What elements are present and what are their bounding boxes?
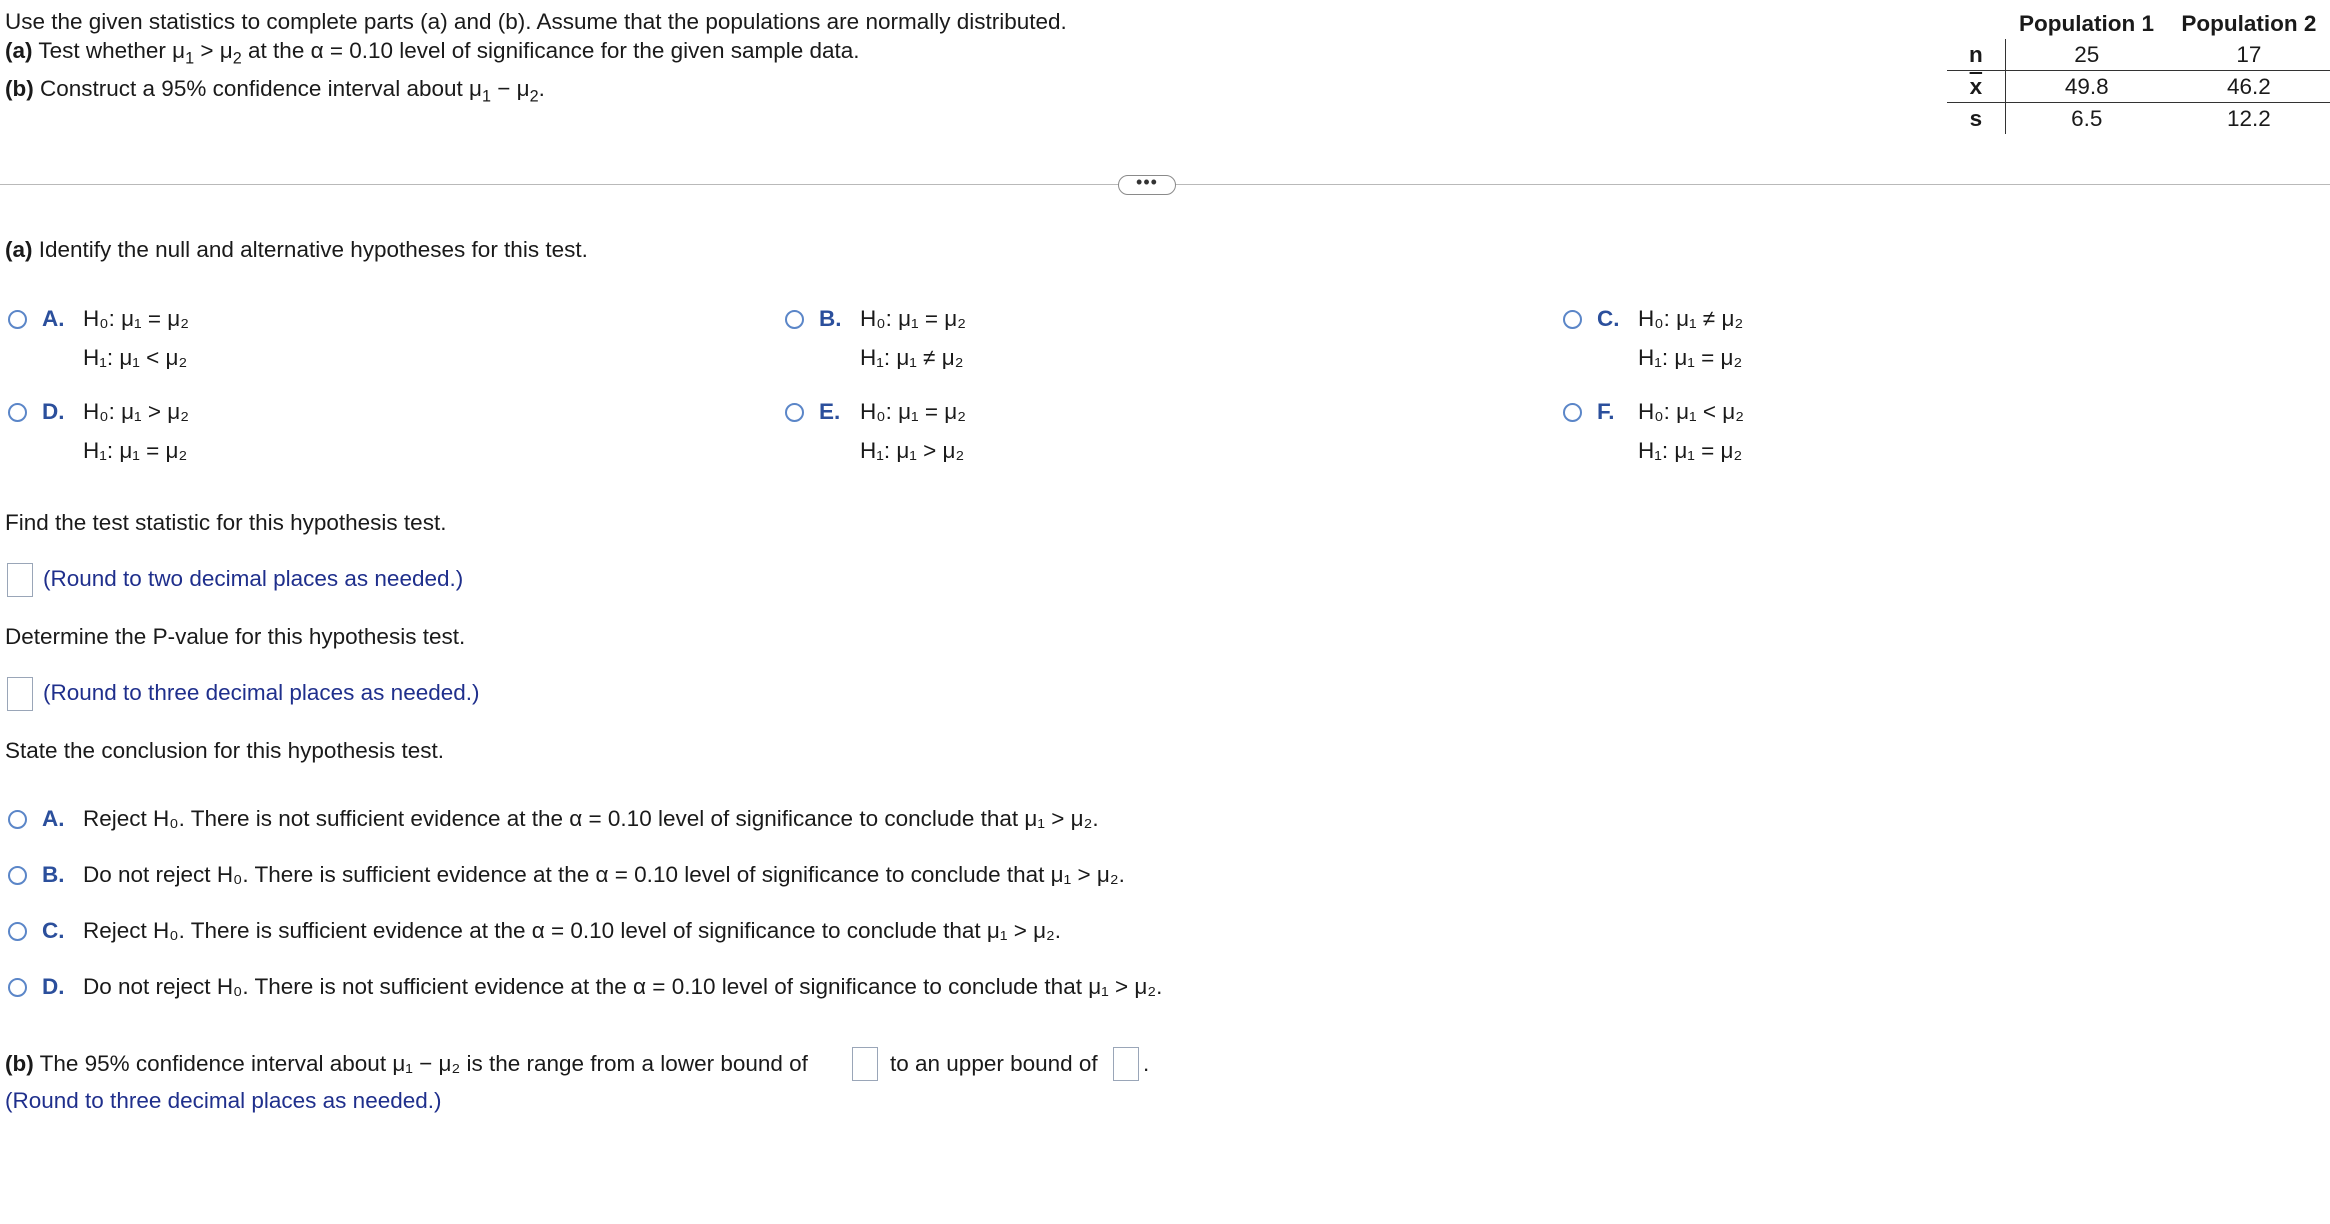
part-b-text: to an upper bound of bbox=[890, 1051, 1098, 1076]
alternative-hypothesis: H₁: μ₁ ≠ μ₂ bbox=[860, 345, 964, 370]
part-a-prompt bbox=[5, 236, 588, 264]
conclusion-text: Reject H₀. There is sufficient evidence at the α = 0.10 level of significance to conclude that μ₁ > μ₂. bbox=[83, 918, 1062, 943]
null-hypothesis: H₀: μ₁ > μ₂ bbox=[83, 399, 189, 424]
subscript: 1 bbox=[185, 49, 195, 68]
alternative-hypothesis: H₁: μ₁ = μ₂ bbox=[83, 438, 188, 463]
p-value-hint: (Round to three decimal places as needed.) bbox=[43, 680, 480, 705]
option-letter: C. bbox=[1597, 306, 1620, 331]
option-letter: E. bbox=[819, 399, 841, 424]
table-cell: 6.5 bbox=[2071, 105, 2103, 131]
table-cell: 12.2 bbox=[2227, 105, 2271, 131]
radio-button[interactable] bbox=[8, 310, 27, 329]
instructions-text: − μ bbox=[491, 76, 530, 101]
alternative-hypothesis: H₁: μ₁ = μ₂ bbox=[1638, 438, 1743, 463]
alternative-hypothesis: H₁: μ₁ = μ₂ bbox=[1638, 345, 1743, 370]
instructions-text: at the α = 0.10 level of significance for the given sample data. bbox=[241, 38, 860, 63]
option-letter: D. bbox=[42, 399, 65, 424]
option-letter: A. bbox=[42, 306, 65, 331]
instructions-line-2 bbox=[5, 37, 860, 68]
alternative-hypothesis: H₁: μ₁ > μ₂ bbox=[860, 438, 965, 463]
table-row bbox=[1947, 103, 2330, 135]
lower-bound-input[interactable] bbox=[852, 1047, 878, 1081]
table-cell: 25 bbox=[2005, 39, 2168, 71]
option-letter: F. bbox=[1597, 399, 1615, 424]
conclusion-text: Do not reject H₀. There is sufficient evidence at the α = 0.10 level of significance to conclude that μ₁ > μ₂. bbox=[83, 862, 1125, 887]
subscript: 1 bbox=[481, 87, 491, 106]
radio-button[interactable] bbox=[785, 310, 804, 329]
part-b-text: . bbox=[1143, 1051, 1150, 1076]
radio-button[interactable] bbox=[785, 403, 804, 422]
null-hypothesis: H₀: μ₁ = μ₂ bbox=[83, 306, 189, 331]
conclusion-prompt: State the conclusion for this hypothesis test. bbox=[5, 738, 444, 763]
instructions-line-3 bbox=[5, 75, 545, 106]
test-statistic-hint: (Round to two decimal places as needed.) bbox=[43, 566, 464, 591]
instructions-text: > μ bbox=[194, 38, 233, 63]
part-b-label: (b) bbox=[5, 1051, 34, 1076]
table-cell: 17 bbox=[2168, 39, 2330, 71]
instructions-text: . bbox=[538, 76, 545, 101]
p-value-input[interactable] bbox=[7, 677, 33, 711]
option-letter: A. bbox=[42, 806, 65, 831]
row-label-s: s bbox=[1947, 103, 2005, 135]
test-statistic-input[interactable] bbox=[7, 563, 33, 597]
part-b-question bbox=[5, 1051, 808, 1077]
part-b-text: The 95% confidence interval about μ₁ − μ₂ is the range from a lower bound of bbox=[39, 1051, 808, 1076]
radio-button[interactable] bbox=[1563, 310, 1582, 329]
option-letter: D. bbox=[42, 974, 65, 999]
part-a-label: (a) bbox=[5, 38, 33, 63]
table-cell: 49.8 bbox=[2005, 71, 2168, 103]
option-letter: B. bbox=[819, 306, 842, 331]
part-a-prompt-text: Identify the null and alternative hypotheses for this test. bbox=[38, 237, 588, 262]
alternative-hypothesis: H₁: μ₁ < μ₂ bbox=[83, 345, 188, 370]
statistics-table bbox=[1947, 8, 2330, 134]
option-letter: C. bbox=[42, 918, 65, 943]
radio-button[interactable] bbox=[1563, 403, 1582, 422]
part-b-hint: (Round to three decimal places as needed.) bbox=[5, 1088, 442, 1113]
p-value-prompt: Determine the P-value for this hypothesis test. bbox=[5, 624, 466, 649]
conclusion-text: Reject H₀. There is not sufficient evidence at the α = 0.10 level of significance to conclude that μ₁ > μ₂. bbox=[83, 806, 1099, 831]
instructions-line-1 bbox=[5, 8, 1067, 36]
header-population-1: Population 1 bbox=[2019, 10, 2154, 36]
test-statistic-prompt: Find the test statistic for this hypothesis test. bbox=[5, 510, 447, 535]
header-population-2: Population 2 bbox=[2181, 10, 2317, 36]
null-hypothesis: H₀: μ₁ = μ₂ bbox=[860, 399, 966, 424]
radio-button[interactable] bbox=[8, 403, 27, 422]
radio-button[interactable] bbox=[8, 978, 27, 997]
null-hypothesis: H₀: μ₁ = μ₂ bbox=[860, 306, 966, 331]
table-row bbox=[1947, 39, 2330, 71]
radio-button[interactable] bbox=[8, 922, 27, 941]
null-hypothesis: H₀: μ₁ ≠ μ₂ bbox=[1638, 306, 1744, 331]
radio-button[interactable] bbox=[8, 866, 27, 885]
row-label-n: n bbox=[1947, 39, 2005, 71]
subscript: 2 bbox=[529, 87, 539, 106]
instructions-text: Use the given statistics to complete parts (a) and (b). Assume that the populations are normally distributed. bbox=[5, 9, 1067, 34]
instructions-text: Test whether μ bbox=[38, 38, 186, 63]
null-hypothesis: H₀: μ₁ < μ₂ bbox=[1638, 399, 1744, 424]
table-header-row bbox=[1947, 8, 2330, 39]
row-label-xbar: $\overline{x}$ bbox=[1947, 71, 2005, 103]
instructions-text: Construct a 95% confidence interval about μ bbox=[40, 76, 482, 101]
upper-bound-input[interactable] bbox=[1113, 1047, 1139, 1081]
subscript: 2 bbox=[232, 49, 242, 68]
table-row bbox=[1947, 71, 2330, 103]
expand-more-button[interactable]: ••• bbox=[1118, 175, 1176, 195]
part-a-label: (a) bbox=[5, 237, 33, 262]
part-b-label: (b) bbox=[5, 76, 34, 101]
radio-button[interactable] bbox=[8, 810, 27, 829]
conclusion-text: Do not reject H₀. There is not sufficient evidence at the α = 0.10 level of significance to conclude that μ₁ > μ₂. bbox=[83, 974, 1163, 999]
table-cell: 46.2 bbox=[2168, 71, 2330, 103]
option-letter: B. bbox=[42, 862, 65, 887]
